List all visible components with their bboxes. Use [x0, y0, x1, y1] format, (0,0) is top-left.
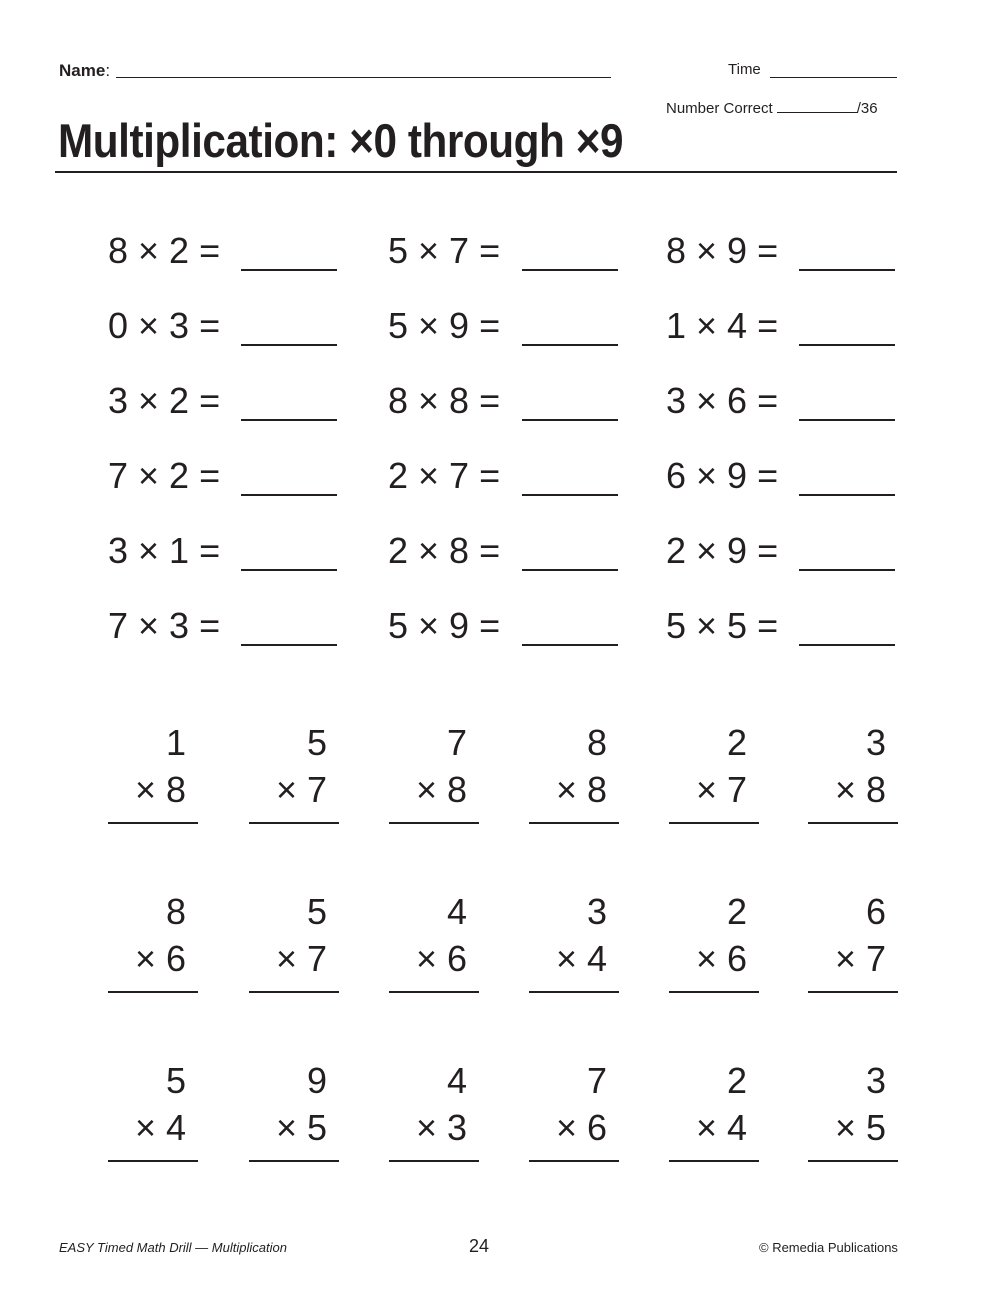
multiplicand: 2: [726, 891, 747, 932]
vertical-problem: [808, 891, 898, 991]
problem-expression: 1 × 4 =: [666, 305, 779, 346]
footer-publisher: © Remedia Publications: [759, 1240, 898, 1255]
problem-expression: 7 × 3 =: [108, 605, 221, 646]
multiplier: × 4: [695, 1107, 747, 1148]
answer-rule[interactable]: [529, 991, 619, 993]
name-colon: :: [105, 61, 111, 80]
answer-blank[interactable]: [799, 644, 895, 646]
multiplicand: 1: [165, 722, 186, 763]
problem-expression: 5 × 9 =: [388, 605, 501, 646]
multiplicand: 3: [865, 722, 886, 763]
problem-expression: 8 × 8 =: [388, 380, 501, 421]
answer-rule[interactable]: [808, 822, 898, 824]
problem-expression: 3 × 6 =: [666, 380, 779, 421]
answer-blank[interactable]: [799, 344, 895, 346]
answer-blank[interactable]: [522, 494, 618, 496]
problem-expression: 3 × 2 =: [108, 380, 221, 421]
multiplier: × 8: [834, 769, 886, 810]
vertical-problem: [808, 1060, 898, 1160]
multiplier: × 7: [275, 769, 327, 810]
vertical-problem: [108, 722, 198, 822]
time-field[interactable]: [770, 77, 897, 78]
page-number: 24: [469, 1236, 490, 1256]
answer-rule[interactable]: [249, 991, 339, 993]
multiplier: × 6: [695, 938, 747, 979]
multiplicand: 5: [165, 1060, 186, 1101]
answer-rule[interactable]: [669, 822, 759, 824]
answer-rule[interactable]: [808, 1160, 898, 1162]
answer-rule[interactable]: [249, 1160, 339, 1162]
name-label: [59, 61, 110, 81]
answer-rule[interactable]: [389, 1160, 479, 1162]
vertical-problem: [249, 1060, 339, 1160]
multiplier: × 4: [134, 1107, 186, 1148]
time-label: Time: [728, 61, 761, 78]
answer-rule[interactable]: [669, 1160, 759, 1162]
answer-blank[interactable]: [241, 269, 337, 271]
multiplier: × 6: [555, 1107, 607, 1148]
answer-rule[interactable]: [669, 991, 759, 993]
multiplier: × 7: [695, 769, 747, 810]
answer-blank[interactable]: [799, 419, 895, 421]
problem-expression: 5 × 7 =: [388, 230, 501, 271]
name-label-text: Name: [59, 61, 106, 80]
multiplicand: 4: [446, 1060, 467, 1101]
answer-blank[interactable]: [522, 569, 618, 571]
multiplicand: 9: [306, 1060, 327, 1101]
answer-blank[interactable]: [241, 494, 337, 496]
problem-expression: 0 × 3 =: [108, 305, 221, 346]
multiplicand: 5: [306, 891, 327, 932]
multiplier: × 3: [415, 1107, 467, 1148]
vertical-problem: [108, 1060, 198, 1160]
vertical-problem: [389, 1060, 479, 1160]
multiplicand: 7: [446, 722, 467, 763]
number-correct-label: Number Correct: [666, 100, 773, 117]
page-title: Multiplication: ×0 through ×9: [58, 114, 624, 167]
problem-expression: 3 × 1 =: [108, 530, 221, 571]
answer-blank[interactable]: [522, 644, 618, 646]
vertical-problem: [529, 891, 619, 991]
multiplicand: 3: [586, 891, 607, 932]
vertical-problem: [249, 891, 339, 991]
answer-blank[interactable]: [522, 419, 618, 421]
answer-blank[interactable]: [241, 419, 337, 421]
vertical-problem: [389, 891, 479, 991]
answer-blank[interactable]: [522, 269, 618, 271]
answer-rule[interactable]: [108, 822, 198, 824]
problem-expression: 2 × 9 =: [666, 530, 779, 571]
multiplicand: 6: [865, 891, 886, 932]
name-field[interactable]: [116, 77, 611, 78]
multiplier: × 8: [134, 769, 186, 810]
multiplicand: 7: [586, 1060, 607, 1101]
problem-expression: 2 × 7 =: [388, 455, 501, 496]
answer-rule[interactable]: [249, 822, 339, 824]
problem-expression: 5 × 9 =: [388, 305, 501, 346]
answer-blank[interactable]: [241, 644, 337, 646]
answer-blank[interactable]: [799, 269, 895, 271]
answer-rule[interactable]: [108, 991, 198, 993]
problem-expression: 2 × 8 =: [388, 530, 501, 571]
answer-rule[interactable]: [389, 991, 479, 993]
problem-expression: 7 × 2 =: [108, 455, 221, 496]
multiplicand: 4: [446, 891, 467, 932]
multiplier: × 7: [275, 938, 327, 979]
answer-rule[interactable]: [808, 991, 898, 993]
vertical-problem: [669, 1060, 759, 1160]
answer-blank[interactable]: [799, 494, 895, 496]
vertical-problem: [108, 891, 198, 991]
multiplicand: 2: [726, 722, 747, 763]
answer-blank[interactable]: [522, 344, 618, 346]
number-correct-total: /36: [856, 100, 878, 117]
problem-expression: 8 × 2 =: [108, 230, 221, 271]
answer-blank[interactable]: [241, 344, 337, 346]
answer-blank[interactable]: [799, 569, 895, 571]
multiplicand: 8: [586, 722, 607, 763]
vertical-problem: [249, 722, 339, 822]
title-divider: [55, 171, 897, 173]
multiplier: × 5: [834, 1107, 886, 1148]
answer-blank[interactable]: [241, 569, 337, 571]
multiplicand: 5: [306, 722, 327, 763]
footer-book-title: EASY Timed Math Drill — Multiplication: [59, 1240, 287, 1255]
answer-rule[interactable]: [529, 1160, 619, 1162]
vertical-problem: [389, 722, 479, 822]
multiplicand: 3: [865, 1060, 886, 1101]
problem-expression: 6 × 9 =: [666, 455, 779, 496]
vertical-problem: [669, 722, 759, 822]
answer-rule[interactable]: [529, 822, 619, 824]
multiplier: × 5: [275, 1107, 327, 1148]
multiplier: × 8: [415, 769, 467, 810]
number-correct-field[interactable]: [777, 101, 857, 113]
answer-rule[interactable]: [108, 1160, 198, 1162]
vertical-problem: [529, 1060, 619, 1160]
vertical-problem: [808, 722, 898, 822]
multiplier: × 6: [134, 938, 186, 979]
problem-expression: 5 × 5 =: [666, 605, 779, 646]
vertical-problem: [669, 891, 759, 991]
vertical-problem: [529, 722, 619, 822]
number-correct: [666, 100, 878, 117]
multiplier: × 8: [555, 769, 607, 810]
multiplier: × 6: [415, 938, 467, 979]
answer-rule[interactable]: [389, 822, 479, 824]
problem-expression: 8 × 9 =: [666, 230, 779, 271]
multiplicand: 2: [726, 1060, 747, 1101]
multiplier: × 7: [834, 938, 886, 979]
multiplicand: 8: [165, 891, 186, 932]
multiplier: × 4: [555, 938, 607, 979]
